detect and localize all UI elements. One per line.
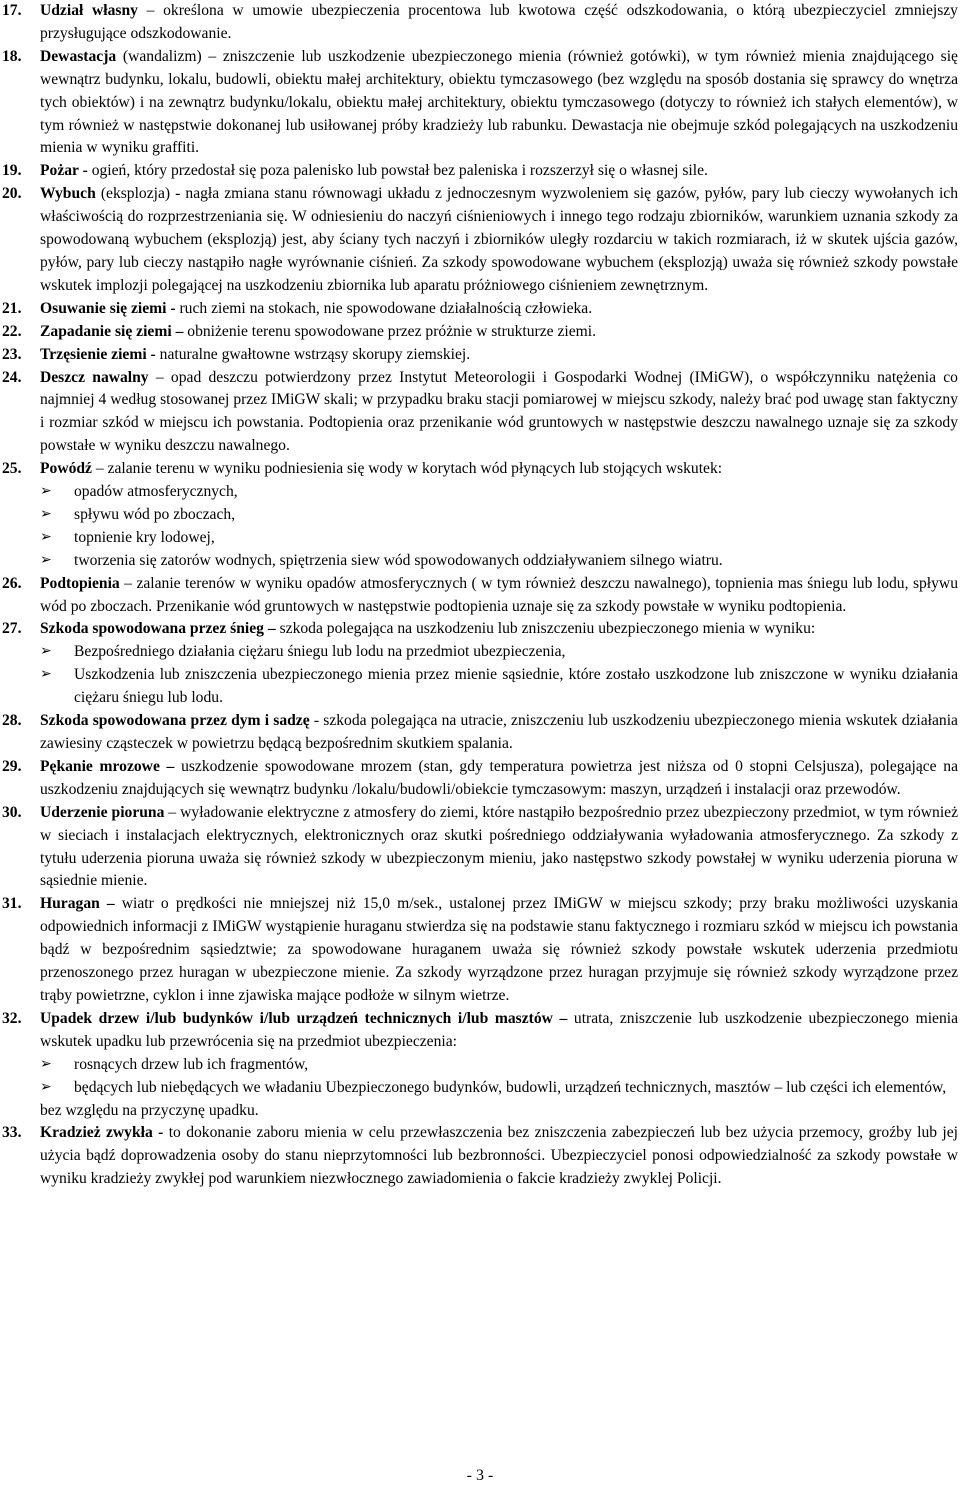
definition-term: Huragan – xyxy=(40,895,115,913)
definition-number: 29. xyxy=(2,757,22,775)
definition-item xyxy=(2,160,958,183)
definition-item xyxy=(2,367,958,459)
definition-text: – zalanie terenu w wyniku podniesienia się wody w korytach wód płynących lub stojących wskutek: xyxy=(95,460,723,478)
definition-term: Osuwanie się ziemi - xyxy=(40,299,176,317)
definition-item xyxy=(2,298,958,321)
bullet-list xyxy=(40,481,958,573)
definition-paragraph xyxy=(40,0,958,46)
definition-item xyxy=(2,573,958,619)
definition-item xyxy=(2,756,958,802)
definition-item xyxy=(2,321,958,344)
definition-number: 23. xyxy=(2,345,22,363)
definition-text: – opad deszczu potwierdzony przez Instytut Meteorologii i Gospodarki Wodnej (IMiGW), o współczynniku natężenia co najmniej 4 według stosowanej przez IMiGW skali; w przypadku braku stacji pomiarowej w miejscu szkody, należy brać pod uwagę stan faktyczny i rozmiar szkód w miejscu ich powstania. Podtopienia oraz przenikanie wód gruntowych w następstwie deszczu nawalnego uznaje się za szkody powstałe w wyniku deszczu nawalnego. xyxy=(40,368,958,455)
definition-paragraph xyxy=(40,183,958,298)
definition-text: szkoda polegająca na uszkodzeniu lub zniszczeniu ubezpieczonego mienia w wyniku: xyxy=(279,620,816,638)
definition-paragraph xyxy=(40,458,958,481)
definition-body xyxy=(40,1008,958,1123)
definition-paragraph xyxy=(40,367,958,459)
definition-number: 18. xyxy=(2,47,22,65)
definition-text: – wyładowanie elektryczne z atmosfery do ziemi, które nastąpiło bezpośrednio przez ubezpieczony przedmiot, w tym również w sieciach i instalacjach elektrycznych, elektronicznych oraz skutki pośredniego oddziaływania wyładowania atmosferycznego. Za szkody z tytułu uderzenia pioruna uważa się również szkody w ubezpieczonym mieniu, jako następstwo szkody powstałej w wyniku uderzenia pioruna w sąsiednie mienie. xyxy=(40,803,959,890)
definition-term: Upadek drzew i/lub budynków i/lub urządzeń technicznych i/lub masztów – xyxy=(40,1009,568,1027)
definition-body xyxy=(40,458,958,573)
definition-body xyxy=(40,367,958,459)
definition-body xyxy=(40,618,958,710)
bullet-item xyxy=(40,481,958,504)
definition-paragraph xyxy=(40,46,958,161)
definition-number: 33. xyxy=(2,1124,22,1142)
bullet-text: Bezpośredniego działania ciężaru śniegu lub lodu na przedmiot ubezpieczenia, xyxy=(74,643,566,661)
definition-body xyxy=(40,893,958,1008)
definition-number: 21. xyxy=(2,299,22,317)
definition-body xyxy=(40,298,958,321)
definition-term: Szkoda spowodowana przez śnieg – xyxy=(40,620,276,638)
bullet-list xyxy=(40,641,958,710)
right-arrowhead-icon: ➢ xyxy=(40,667,52,683)
definition-item xyxy=(2,344,958,367)
definition-term: Powódź xyxy=(40,460,92,478)
bullet-list xyxy=(40,1054,958,1100)
definition-paragraph xyxy=(40,756,958,802)
definition-term: Dewastacja xyxy=(40,47,117,65)
bullet-text: rosnących drzew lub ich fragmentów, xyxy=(74,1055,309,1073)
definition-text: naturalne gwałtowne wstrząsy skorupy ziemskiej. xyxy=(159,345,471,363)
bullet-text: opadów atmosferycznych, xyxy=(74,483,238,501)
right-arrowhead-icon: ➢ xyxy=(40,1056,52,1072)
definition-item xyxy=(2,0,958,46)
definition-term: Uderzenie pioruna xyxy=(40,803,165,821)
definition-text: – zalanie terenów w wyniku opadów atmosferycznych ( w tym również deszczu nawalnego), topnienia mas śniegu lub lodu, spływu wód po zboczach. Przenikanie wód gruntowych w następstwie podtopienia uznaje się za szkody powstałe w wyniku podtopienia. xyxy=(40,574,958,615)
definition-number: 27. xyxy=(2,620,22,638)
bullet-text: topnienie kry lodowej, xyxy=(74,528,215,546)
definition-body xyxy=(40,710,958,756)
right-arrowhead-icon: ➢ xyxy=(40,484,52,500)
definition-paragraph xyxy=(40,321,958,344)
bullet-item xyxy=(40,664,958,710)
definition-term: Szkoda spowodowana przez dym i sadzę xyxy=(40,712,310,730)
bullet-item xyxy=(40,527,958,550)
definition-item xyxy=(2,1008,958,1123)
definition-body xyxy=(40,0,958,46)
definition-text: ogień, który przedostał się poza palenisko lub powstał bez paleniska i rozszerzył się o własnej sile. xyxy=(91,162,708,180)
definition-paragraph xyxy=(40,618,958,641)
page-number: - 3 - xyxy=(466,1467,494,1484)
bullet-text: tworzenia się zatorów wodnych, spiętrzenia siew wód spowodowanych oddziaływaniem silnego wiatru. xyxy=(74,551,723,569)
definition-item xyxy=(2,46,958,161)
definition-body xyxy=(40,344,958,367)
definition-body xyxy=(40,321,958,344)
definition-text: (wandalizm) – zniszczenie lub uszkodzenie ubezpieczonego mienia (również gotówki), w tym również mienia znajdującego się wewnątrz budynku, lokalu, budowli, obiektu małej architektury, obiektu tymczasowego (bez względu na sposób dostania się sprawcy do wnętrza tych obiektów) i na zewnątrz budynku/lokalu, obiektu małej architektury, obiektu tymczasowego (dotyczy to również ich stałych elementów), w tym również w następstwie dokonanej lub usiłowanej próby kradzieży lub rabunku. Dewastacja nie obejmuje szkód polegających na uszkodzeniu mienia w wyniku graffiti. xyxy=(40,47,958,157)
bullet-text: Uszkodzenia lub zniszczenia ubezpieczonego mienia przez mienie sąsiednie, które zostało uszkodzone lub zniszczone w wyniku działania ciężaru śniegu lub lodu. xyxy=(74,666,958,707)
definition-term: Trzęsienie ziemi - xyxy=(40,345,156,363)
definition-item xyxy=(2,183,958,298)
bullet-item xyxy=(40,641,958,664)
bullet-item xyxy=(40,550,958,573)
bullet-text: spływu wód po zboczach, xyxy=(74,505,236,523)
definition-number: 28. xyxy=(2,712,22,730)
definition-item xyxy=(2,1122,958,1191)
definition-number: 19. xyxy=(2,162,22,180)
definition-term: Pękanie mrozowe – xyxy=(40,757,175,775)
definition-term: Zapadanie się ziemi – xyxy=(40,322,184,340)
definition-body xyxy=(40,802,958,894)
definition-term: Udział własny xyxy=(40,2,138,19)
definition-term: Deszcz nawalny xyxy=(40,368,149,386)
bullet-text: będących lub niebędących we władaniu Ubezpieczonego budynków, budowli, urządzeń technicznych, masztów – lub części ich elementów, xyxy=(74,1078,947,1096)
definition-text: (eksplozja) - nagła zmiana stanu równowagi układu z jednoczesnym wyzwoleniem się gazów, pyłów, pary lub cieczy wywołanych ich właściwością do rozprzestrzeniania się. W odniesieniu do naczyń ciśnieniowych i innego tego rodzaju zbiorników, warunkiem uznania szkody za spowodowaną wybuchem (eksplozją) jest, aby ściany tych naczyń i zbiorników uległy rozdarciu w takich rozmiarach, iż w skutek ujścia gazów, pyłów, pary lub cieczy nastąpiło nagłe wyrównanie ciśnień. Za szkody spowodowane wybuchem (eksplozją) uważa się również szkody powstałe wskutek implozji polegającej na uszkodzeniu zbiornika lub aparatu próżniowego ciśnieniem zewnętrznym. xyxy=(40,185,959,294)
definition-text: obniżenie terenu spowodowane przez próżnie w strukturze ziemi. xyxy=(187,322,597,340)
definition-paragraph xyxy=(40,344,958,367)
definition-item xyxy=(2,618,958,710)
definition-text: ruch ziemi na stokach, nie spowodowane działalnością człowieka. xyxy=(179,299,593,317)
definition-text: wiatr o prędkości nie mniejszej niż 15,0 m/sek., ustalonej przez IMiGW w miejscu szkody; przy braku możliwości uzyskania odpowiednich informacji z IMiGW wystąpienie huraganu stwierdza się na podstawie stanu faktycznego i rozmiaru szkód w miejscu ich powstania bądź w bezpośrednim sąsiedztwie; za spowodowane huraganem uważa się również szkody powstałe wskutek uderzenia przedmiotu przenoszonego przez huragan w ubezpieczone mienie. Za szkody wyrządzone przez huragan przyjmuje się również szkody wyrządzone przez trąby powietrzne, cyklon i inne zjawiska mające podłoże w silnym wietrze. xyxy=(40,895,959,1004)
definition-number: 22. xyxy=(2,322,22,340)
definition-text: to dokonanie zaboru mienia w celu przewłaszczenia bez zniszczenia zabezpieczeń lub bez użycia przemocy, groźby lub jej użycia bądź doprowadzenia osoby do stanu nieprzytomności lub bezbronności. Ubezpieczyciel ponosi odpowiedzialność za szkody powstałe w wyniku kradzieży zwykłej pod warunkiem niezwłocznego zawiadomienia o fakcie kradzieży zwyklej Policji. xyxy=(40,1124,958,1188)
definition-paragraph xyxy=(40,893,958,1008)
definition-body xyxy=(40,183,958,298)
definition-text: – określona w umowie ubezpieczenia procentowa lub kwotowa część odszkodowania, o którą ubezpieczyciel zmniejszy przysługujące odszkodowanie. xyxy=(40,2,958,42)
right-arrowhead-icon: ➢ xyxy=(40,529,52,545)
definition-number: 24. xyxy=(2,368,22,386)
definition-number: 31. xyxy=(2,895,22,913)
definition-number: 26. xyxy=(2,574,22,592)
definition-number: 32. xyxy=(2,1009,22,1027)
definition-closing-text: bez względu na przyczynę upadku. xyxy=(40,1101,259,1119)
definition-item xyxy=(2,802,958,894)
definition-term: Pożar - xyxy=(40,162,88,180)
bullet-item xyxy=(40,1077,958,1100)
definition-paragraph xyxy=(40,1008,958,1054)
bullet-item xyxy=(40,1054,958,1077)
definition-term: Kradzież zwykła - xyxy=(40,1124,164,1142)
right-arrowhead-icon: ➢ xyxy=(40,644,52,660)
definition-number: 30. xyxy=(2,803,22,821)
definition-paragraph xyxy=(40,710,958,756)
definition-paragraph xyxy=(40,573,958,619)
definition-number: 25. xyxy=(2,460,22,478)
definition-body xyxy=(40,46,958,161)
definition-body xyxy=(40,573,958,619)
definition-text: uszkodzenie spowodowane mrozem (stan, gdy temperatura powietrza jest niższa od 0 stopni Celsjusza), polegające na uszkodzeniu znajdujących się wewnątrz budynku /lokalu/budowli/obiekcie tymczasowym: maszyn, urządzeń i instalacji oraz przewodów. xyxy=(40,757,959,798)
definition-paragraph xyxy=(40,802,958,894)
definition-paragraph xyxy=(40,1122,958,1191)
definition-body xyxy=(40,1122,958,1191)
definition-item xyxy=(2,893,958,1008)
definition-paragraph xyxy=(40,160,958,183)
definition-paragraph xyxy=(40,298,958,321)
definition-number: 17. xyxy=(2,2,22,19)
bullet-item xyxy=(40,504,958,527)
definition-term: Podtopienia xyxy=(40,574,120,592)
definition-body xyxy=(40,160,958,183)
definition-text: utrata, zniszczenie lub uszkodzenie ubezpieczonego mienia wskutek upadku lub przewrócenia się na przedmiot ubezpieczenia: xyxy=(40,1009,959,1050)
definition-item xyxy=(2,710,958,756)
right-arrowhead-icon: ➢ xyxy=(40,552,52,568)
definition-item xyxy=(2,458,958,573)
definition-number: 20. xyxy=(2,185,22,203)
right-arrowhead-icon: ➢ xyxy=(40,506,52,522)
right-arrowhead-icon: ➢ xyxy=(40,1079,52,1095)
definition-term: Wybuch xyxy=(40,185,96,203)
definition-body xyxy=(40,756,958,802)
definition-text: - szkoda polegająca na utracie, zniszczeniu lub uszkodzeniu ubezpieczonego mienia wskutek działania zawiesiny cząsteczek w powietrzu będącą bezpośrednim skutkiem spalania. xyxy=(40,712,958,752)
